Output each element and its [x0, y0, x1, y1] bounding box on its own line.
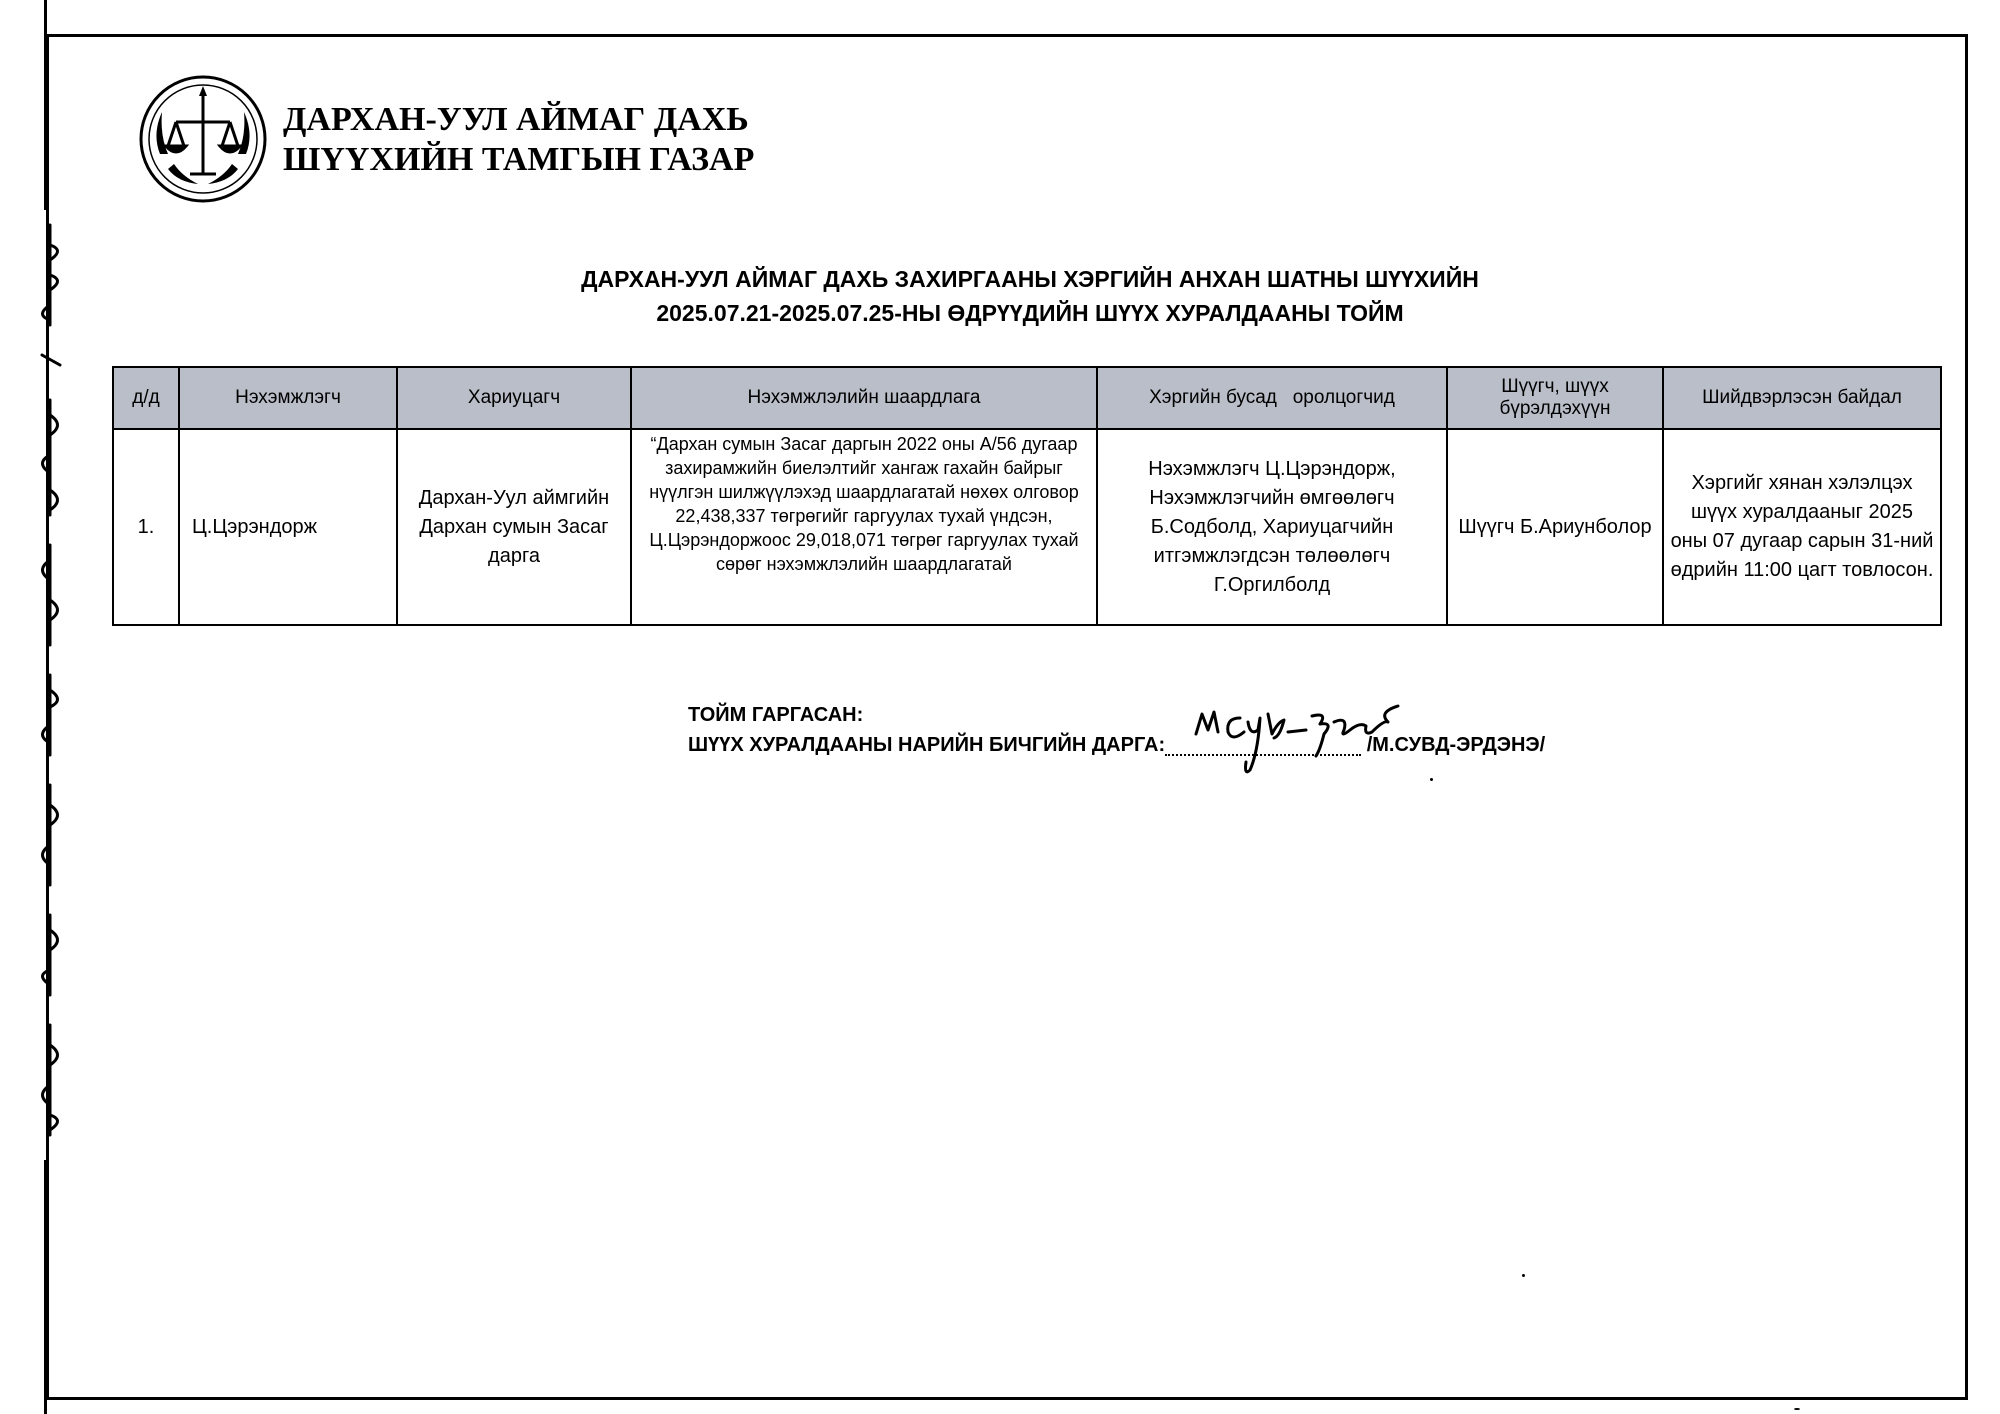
table-row	[113, 429, 1941, 625]
cell-defendant: Дархан-Уул аймгийн Дархан сумын Засаг дарга	[397, 429, 631, 625]
col-header-decision: Шийдвэрлэсэн байдал	[1663, 367, 1941, 429]
clerk-signature-line	[688, 730, 1545, 760]
side-rule-top	[44, 0, 47, 210]
title-line2: 2025.07.21-2025.07.25-НЫ ӨДРҮҮДИЙН ШҮҮХ ХУРАЛДААНЫ ТОЙМ	[656, 300, 1404, 326]
clerk-name: /М.СУВД-ЭРДЭНЭ/	[1366, 734, 1546, 756]
scan-speck	[1430, 778, 1433, 781]
hearing-schedule-table	[112, 366, 1942, 626]
court-scales-emblem-icon	[138, 74, 268, 204]
clerk-title: ШҮҮХ ХУРАЛДААНЫ НАРИЙН БИЧГИЙН ДАРГА:	[688, 734, 1166, 756]
prepared-by-label: ТОЙМ ГАРГАСАН:	[688, 704, 864, 726]
side-rule-bottom	[44, 1160, 47, 1414]
col-header-judge: Шүүгч, шүүх бүрэлдэхүүн	[1447, 367, 1663, 429]
scan-speck	[1794, 1408, 1800, 1410]
col-header-defendant: Хариуцагч	[397, 367, 631, 429]
cell-claim: “Дархан сумын Засаг даргын 2022 оны А/56 дугаар захирамжийн биелэлтийг хангаж гахайн байрыг нүүлгэн шилжүүлэхэд шаардлагатай нөхөх олговор 22,438,337 төгрөгийг гаргуулах тухай үндсэн, Ц.Цэрэндоржоос 29,018,071 төгрөг гаргуулах тухай сөрөг нэхэмжлэлийн шаардлагатай	[631, 429, 1097, 625]
table-header-row	[113, 367, 1941, 429]
col-header-claim: Нэхэмжлэлийн шаардлага	[631, 367, 1097, 429]
cell-plaintiff: Ц.Цэрэндорж	[179, 429, 397, 625]
document-title	[360, 262, 1700, 330]
title-line1: ДАРХАН-УУЛ АЙМАГ ДАХЬ ЗАХИРГААНЫ ХЭРГИЙН АНХАН ШАТНЫ ШҮҮХИЙН	[581, 266, 1479, 292]
court-name	[283, 100, 754, 180]
mongolian-script-icon	[20, 215, 80, 1155]
col-header-plaintiff: Нэхэмжлэгч	[179, 367, 397, 429]
scan-speck	[1522, 1274, 1525, 1277]
court-name-line2: ШҮҮХИЙН ТАМГЫН ГАЗАР	[283, 141, 755, 178]
court-name-line1: ДАРХАН-УУЛ АЙМАГ ДАХЬ	[283, 101, 749, 138]
cell-participants: Нэхэмжлэгч Ц.Цэрэндорж, Нэхэмжлэгчийн өмгөөлөгч Б.Содболд, Хариуцагчийн итгэмжлэгдсэн төлөөлөгч Г.Оргилболд	[1097, 429, 1447, 625]
vertical-mongolian-script	[0, 0, 90, 1414]
col-header-number: д/д	[113, 367, 179, 429]
cell-decision: Хэргийг хянан хэлэлцэх шүүх хуралдааныг 2025 оны 07 дугаар сарын 31-ний өдрийн 11:00 цагт товлосон.	[1663, 429, 1941, 625]
col-header-participants: Хэргийн бусад оролцогчид	[1097, 367, 1447, 429]
cell-judge: Шүүгч Б.Ариунболор	[1447, 429, 1663, 625]
cell-number: 1.	[113, 429, 179, 625]
handwritten-signature	[1188, 692, 1408, 782]
summary-footer	[688, 700, 1545, 760]
court-header	[138, 74, 898, 204]
